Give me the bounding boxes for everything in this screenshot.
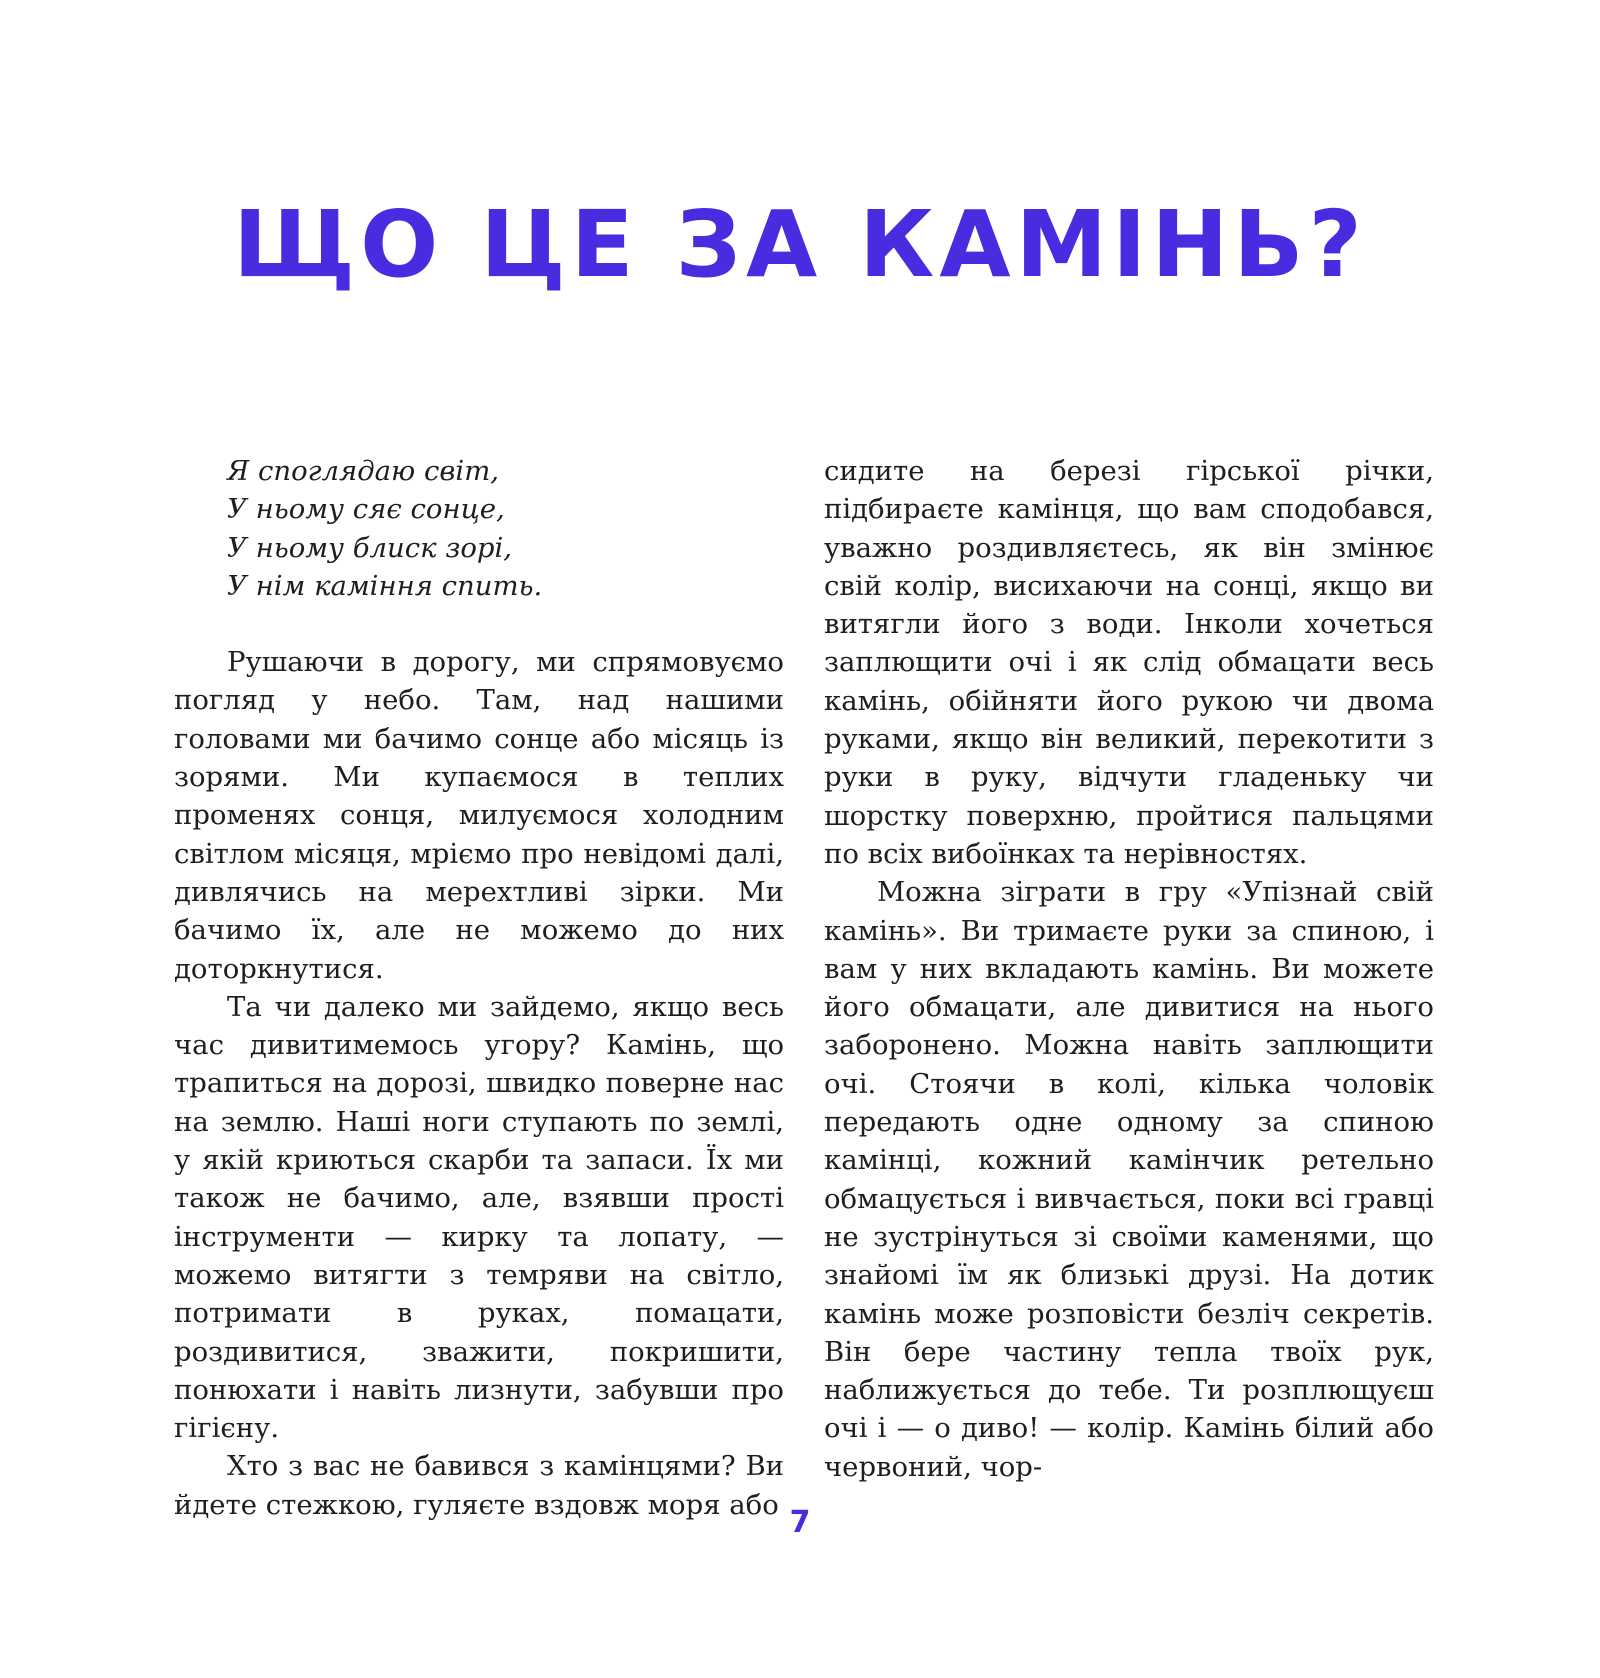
epigraph-poem xyxy=(227,452,784,605)
poem-line: У ньому сяє сонце, xyxy=(227,493,505,526)
paragraph: сидите на березі гірської річки, підбираєте камінця, що вам сподобався, уважно роздивляєтесь, як він змінює свій колір, висихаючи на сонці, якщо ви витягли його з води. Інколи хочеться заплющити очі і як слід обмацати весь камінь, обійняти його рукою чи двома руками, якщо він великий, перекотити з руки в руку, відчути гладеньку чи шорстку поверхню, пройтися пальцями по всіх вибоїнках та нерівностях. xyxy=(824,455,1434,870)
poem-line: У нім каміння спить. xyxy=(227,569,543,602)
page-title: ЩО ЦЕ ЗА КАМІНЬ? xyxy=(233,191,1367,298)
paragraph: Хто з вас не бавився з камінцями? Ви йдете стежкою, гуляєте вздовж моря або xyxy=(174,1450,784,1521)
paragraph: Рушаючи в дорогу, ми спрямовуємо погляд у небо. Там, над нашими головами ми бачимо сонце або місяць із зорями. Ми купаємося в теплих променях сонця, милуємося холодним світлом місяця, мріємо про невідомі далі, дивлячись на мерехтливі зірки. Ми бачимо їх, але не можемо до них доторкнутися. xyxy=(174,646,784,985)
right-column xyxy=(824,452,1434,1486)
left-column xyxy=(174,452,784,1524)
page-number: 7 xyxy=(789,1505,811,1540)
poem-line: У ньому блиск зорі, xyxy=(227,531,513,564)
paragraph: Можна зіграти в гру «Упізнай свій камінь». Ви тримаєте руки за спиною, і вам у них вкладають камінь. Ви можете його обмацати, але дивитися на нього заборонено. Можна навіть заплющити очі. Стоячи в колі, кілька чоловік передають одне одному за спиною камінці, кожний камінчик ретельно обмацується і вивчається, поки всі гравці не зустрінуться зі своїми каменями, що знайомі їм як близькі друзі. На дотик камінь може розповісти безліч секретів. Він бере частину тепла твоїх рук, наближується до тебе. Ти розплющуєш очі і — о диво! — колір. Камінь білий або червоний, чор- xyxy=(824,876,1434,1483)
poem-line: Я споглядаю світ, xyxy=(227,455,500,487)
paragraph: Та чи далеко ми зайдемо, якщо весь час дивитимемось угору? Камінь, що трапиться на дорозі, швидко поверне нас на землю. Наші ноги ступають по землі, у якій криються скарби та запаси. Їх ми також не бачимо, але, взявши прості інструменти — кирку та лопату, — можемо витягти з темряви на світло, потримати в руках, помацати, роздивитися, зважити, покришити, понюхати і навіть лизнути, забувши про гігієну. xyxy=(174,990,784,1445)
